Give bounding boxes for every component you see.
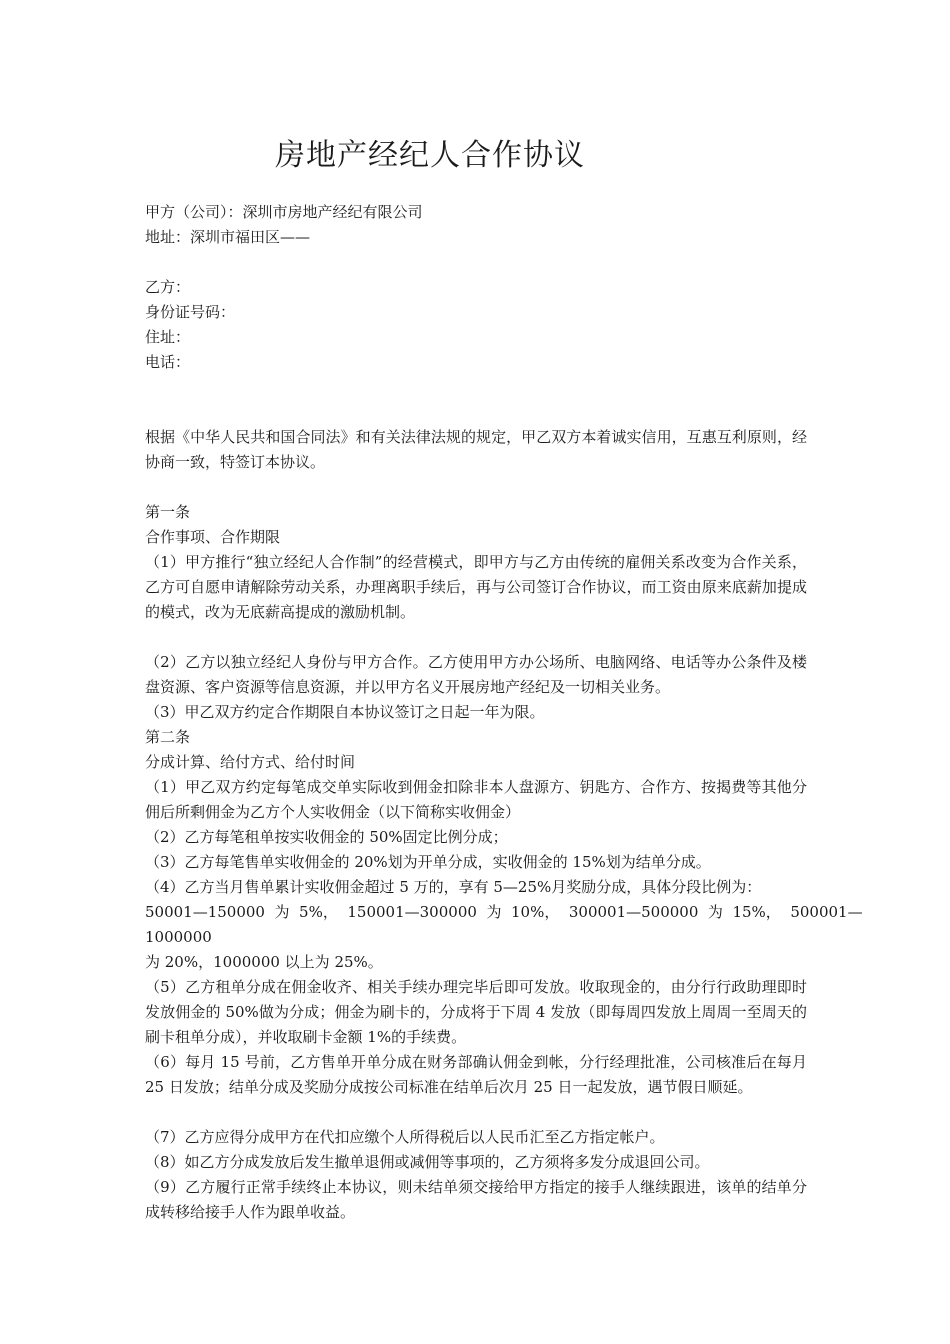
party-b-phone-label: 电话： xyxy=(145,353,191,371)
party-a-name: 甲方（公司）：深圳市房地产经纪有限公司 xyxy=(145,203,423,221)
article2-item-1: （1）甲乙双方约定每笔成交单实际收到佣金扣除非本人盘源方、钥匙方、合作方、按揭费等其他分佣后所剩佣金为乙方个人实收佣金（以下简称实收佣金） xyxy=(145,778,807,821)
party-b-address-label: 住址： xyxy=(145,328,191,346)
article2-item-8: （8）如乙方分成发放后发生撤单退佣或减佣等事项的，乙方须将多发分成退回公司。 xyxy=(145,1153,710,1171)
party-b-id-label: 身份证号码： xyxy=(145,303,236,321)
article2-item-5: （5）乙方租单分成在佣金收齐、相关手续办理完毕后即可发放。收取现金的，由分行行政助理即时发放佣金的 50%做为分成；佣金为刷卡的，分成将于下周 4 发放（即每周四发放上周周一至周天的刷卡租单分成），并收取刷卡金额 1%的手续费。 xyxy=(145,978,807,1046)
article2-item-3: （3）乙方每笔售单实收佣金的 20%划为开单分成，实收佣金的 15%划为结单分成。 xyxy=(145,853,711,871)
article2-item-4: （4）乙方当月售单累计实收佣金超过 5 万的，享有 5—25%月奖励分成，具体分段比例为： xyxy=(145,878,762,896)
article2-item-6: （6）每月 15 号前，乙方售单开单分成在财务部确认佣金到帐，分行经理批准，公司核准后在每月 25 日发放；结单分成及奖励分成按公司标准在结单后次月 25 日一起发放，遇节假日顺延。 xyxy=(145,1053,807,1096)
article1-item-2: （2）乙方以独立经纪人身份与甲方合作。乙方使用甲方办公场所、电脑网络、电话等办公条件及楼盘资源、客户资源等信息资源，并以甲方名义开展房地产经纪及一切相关业务。 xyxy=(145,653,807,696)
preamble-paragraph: 根据《中华人民共和国合同法》和有关法律法规的规定，甲乙双方本着诚实信用，互惠互利原则，经协商一致，特签订本协议。 xyxy=(145,428,807,471)
party-a-address: 地址：深圳市福田区—— xyxy=(145,228,311,246)
article1-item-1: （1）甲方推行“独立经纪人合作制”的经营模式，即甲方与乙方由传统的雇佣关系改变为合作关系，乙方可自愿申请解除劳动关系，办理离职手续后，再与公司签订合作协议，而工资由原来底薪加提成的模式，改为无底薪高提成的激励机制。 xyxy=(145,553,807,621)
article2-heading: 第二条 xyxy=(145,728,191,746)
article2-item-4-ranges: 50001—150000 为 5%， 150001—300000 为 10%， 300001—500000 为 15%， 500001— xyxy=(145,903,863,921)
article2-item-4-tail: 为 20%，1000000 以上为 25%。 xyxy=(145,953,383,971)
article2-item-4-range-cont: 1000000 xyxy=(145,928,212,946)
article2-item-9: （9）乙方履行正常手续终止本协议，则未结单须交接给甲方指定的接手人继续跟进，该单的结单分成转移给接手人作为跟单收益。 xyxy=(145,1178,807,1221)
article2-subheading: 分成计算、给付方式、给付时间 xyxy=(145,753,356,771)
party-b-label: 乙方： xyxy=(145,278,191,296)
document-title: 房地产经纪人合作协议 xyxy=(275,138,585,173)
article2-item-7: （7）乙方应得分成甲方在代扣应缴个人所得税后以人民币汇至乙方指定帐户。 xyxy=(145,1128,665,1146)
article1-heading: 第一条 xyxy=(145,503,191,521)
article1-item-3: （3）甲乙双方约定合作期限自本协议签订之日起一年为限。 xyxy=(145,703,545,721)
article2-item-2: （2）乙方每笔租单按实收佣金的 50%固定比例分成； xyxy=(145,828,508,846)
article1-subheading: 合作事项、合作期限 xyxy=(145,528,281,546)
